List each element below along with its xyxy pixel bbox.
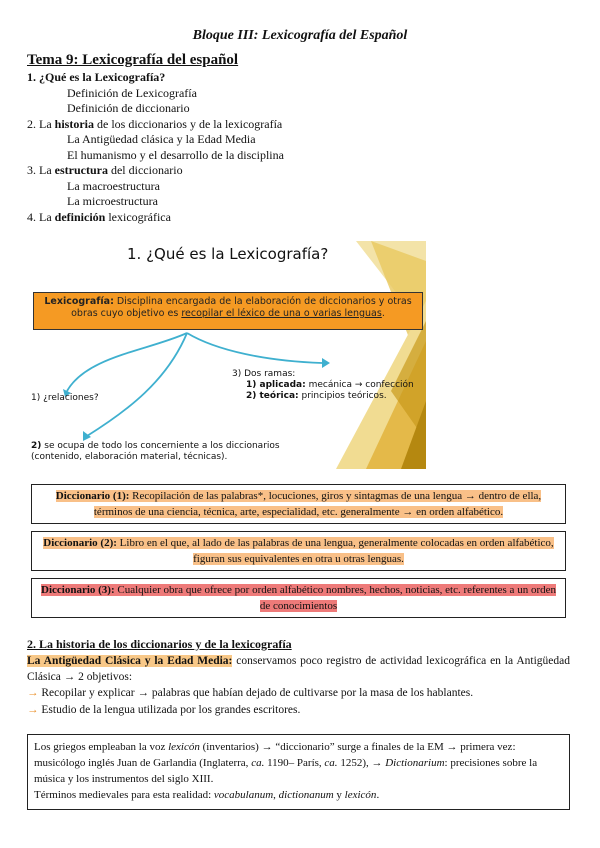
section-2-paragraph: La Antigüedad Clásica y la Edad Media: conservamos poco registro de actividad lexicográfica en la Antigüedad Clásica → 2 objetivos: → Recopilar y explicar → palabras que habían dejado de cultivarse por la masa de los hablantes. → Estudio de la lengua utilizada por los grandes escritores. xyxy=(27,653,570,719)
outline-item-2: 2. La historia de los diccionarios y de la lexicografía xyxy=(27,116,283,131)
bullet-item: → Estudio de la lengua utilizada por los grandes escritores. xyxy=(27,704,301,716)
section-2-heading: 2. La historia de los diccionarios y de la lexicografía xyxy=(27,637,292,651)
outline-sub: Definición de diccionario xyxy=(67,101,190,115)
outline-sub: El humanismo y el desarrollo de la disciplina xyxy=(67,147,284,162)
bullet-item: → Recopilar y explicar → palabras que habían dejado de cultivarse por la masa de los hablantes. xyxy=(27,687,474,699)
outline-sub: La microestructura xyxy=(67,194,158,208)
griegos-text-box: Los griegos empleaban la voz lexicón (inventarios) → “diccionario” surge a finales de la EM → primera vez: musicólogo inglés Juan de Garlandia (Inglaterra, ca. 1190– París, ca. 1252), → Dictionarium: precisiones sobre la música y los instrumentos del siglo XIII. Términos medievales para esta realidad: vocabulanum, dictionanum y lexicón. xyxy=(27,734,570,810)
slide-arrows xyxy=(27,241,426,469)
outline xyxy=(27,70,284,225)
definition-box-2: Diccionario (2): Libro en el que, al lado de las palabras de una lengua, generalmente colocadas en orden alfabético, figuran sus equivalentes en otra u otras lenguas. xyxy=(31,531,566,571)
slide-title: 1. ¿Qué es la Lexicografía? xyxy=(127,245,329,263)
outline-item-1: 1. ¿Qué es la Lexicografía? xyxy=(27,70,166,84)
definition-box-1: Diccionario (1): Recopilación de las palabras*, locuciones, giros y sintagmas de una lengua → dentro de ella, términos de una ciencia, técnica, arte, especialidad, etc. generalmente → en orden alfabético. xyxy=(31,484,566,524)
lexicografia-definition-box: Lexicografía: Disciplina encargada de la elaboración de diccionarios y otras obras cuyo objetivo es recopilar el léxico de una o varias lenguas. xyxy=(33,292,423,330)
tema-heading: Tema 9: Lexicografía del español xyxy=(27,52,239,68)
slide-ramas: 3) Dos ramas: 1) aplicada: mecánica → confección 2) teórica: principios teóricos. xyxy=(232,369,414,401)
outline-item-3: 3. La estructura del diccionario xyxy=(27,163,183,177)
slide-relaciones: 1) ¿relaciones? xyxy=(31,393,99,403)
outline-sub: La macroestructura xyxy=(67,178,160,193)
outline-sub: Definición de Lexicografía xyxy=(67,85,197,100)
slide-image xyxy=(27,241,426,469)
outline-item-4: 4. La definición lexicográfica xyxy=(27,209,171,224)
outline-sub: La Antigüedad clásica y la Edad Media xyxy=(67,132,256,146)
page-title: Bloque III: Lexicografía del Español xyxy=(192,28,408,43)
slide-item-2: 2) se ocupa de todo los concerniente a los diccionarios (contenido, elaboración material, técnicas). xyxy=(31,441,280,462)
definition-box-3: Diccionario (3): Cualquier obra que ofrece por orden alfabético nombres, hechos, noticias, etc. referentes a un orden de conocimientos xyxy=(31,578,566,618)
